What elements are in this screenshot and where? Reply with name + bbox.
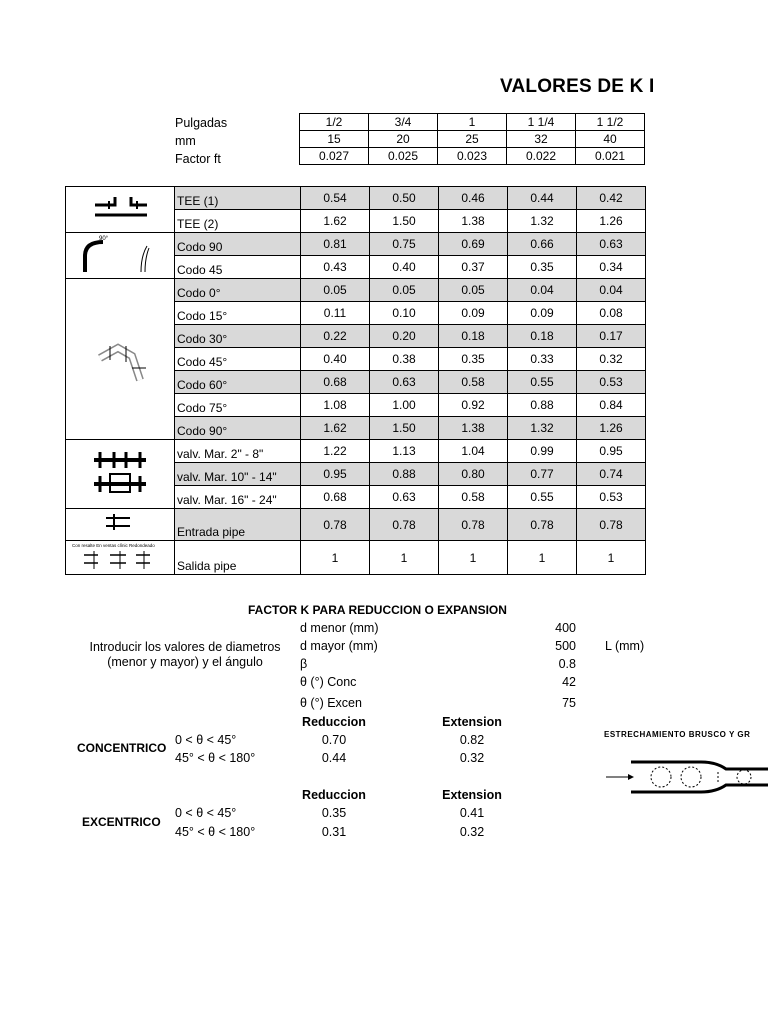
- k-value-cell: 0.34: [577, 256, 646, 279]
- k-value-cell: 1.13: [370, 440, 439, 463]
- k-value-cell: 1: [508, 541, 577, 575]
- k-value-cell: 0.54: [301, 187, 370, 210]
- k-value-cell: 0.75: [370, 233, 439, 256]
- param-value-input[interactable]: 42: [562, 675, 576, 689]
- k-value-cell: 0.55: [508, 371, 577, 394]
- k-value-cell: 1.38: [439, 417, 508, 440]
- param-value-input[interactable]: 500: [555, 639, 576, 653]
- k-value-cell: 1.62: [301, 417, 370, 440]
- k-value-cell: 0.68: [301, 371, 370, 394]
- row-label: TEE (2): [175, 210, 301, 233]
- row-label: Codo 15°: [175, 302, 301, 325]
- label-mm: mm: [175, 134, 196, 148]
- size-header-table: [299, 113, 645, 165]
- k-value-cell: 1.62: [301, 210, 370, 233]
- k-value-cell: 0.22: [301, 325, 370, 348]
- param-label: d menor (mm): [300, 621, 379, 635]
- col-reduccion-1: Reduccion: [302, 715, 366, 729]
- svg-text:Con resalte En ventas clínic: Con resalte En ventas clínic Redondeado: [72, 543, 155, 548]
- k-value-cell: 0.10: [370, 302, 439, 325]
- k-value-cell: 0.35: [439, 348, 508, 371]
- header-cell: 1 1/4: [507, 114, 576, 131]
- header-cell: 1/2: [300, 114, 369, 131]
- row-label: Codo 90: [175, 233, 301, 256]
- conc-red-2: 0.44: [321, 751, 347, 765]
- param-label: β: [300, 657, 308, 671]
- k-value-cell: 1.26: [577, 210, 646, 233]
- k-value-cell: 0.09: [508, 302, 577, 325]
- row-label: Salida pipe: [175, 541, 301, 575]
- page-title: VALORES DE K I: [500, 76, 655, 97]
- reduction-title: FACTOR K PARA REDUCCION O EXPANSION: [248, 603, 507, 617]
- conc-ext-1: 0.82: [459, 733, 485, 747]
- contraction-diagram-icon: [606, 752, 768, 798]
- k-value-cell: 1.22: [301, 440, 370, 463]
- k-value-cell: 0.05: [301, 279, 370, 302]
- k-value-cell: 0.44: [508, 187, 577, 210]
- excentrico-label: EXCENTRICO: [82, 815, 161, 829]
- header-row-factor-ft: [300, 148, 645, 165]
- segmented-elbow-fitting-icon: [66, 279, 175, 440]
- k-value-cell: 0.88: [370, 463, 439, 486]
- k-value-cell: 1: [370, 541, 439, 575]
- header-cell: 20: [369, 131, 438, 148]
- row-label: valv. Mar. 16" - 24": [175, 486, 301, 509]
- k-value-cell: 0.08: [577, 302, 646, 325]
- k-value-cell: 0.20: [370, 325, 439, 348]
- conc-range-1: 0 < θ < 45°: [175, 733, 237, 747]
- k-value-cell: 0.63: [577, 233, 646, 256]
- header-cell: 0.027: [300, 148, 369, 165]
- k-value-cell: 0.81: [301, 233, 370, 256]
- header-cell: 25: [438, 131, 507, 148]
- row-label: valv. Mar. 2" - 8": [175, 440, 301, 463]
- col-extension-2: Extension: [442, 788, 502, 802]
- k-value-cell: 0.78: [301, 509, 370, 541]
- table-row: [66, 187, 646, 210]
- param-value-input[interactable]: 0.8: [558, 657, 576, 671]
- table-row: [66, 440, 646, 463]
- conc-red-1: 0.70: [321, 733, 347, 747]
- k-value-cell: 0.37: [439, 256, 508, 279]
- exc-ext-1: 0.41: [459, 806, 485, 820]
- k-value-cell: 0.40: [370, 256, 439, 279]
- k-value-cell: 0.58: [439, 486, 508, 509]
- k-value-cell: 0.55: [508, 486, 577, 509]
- exit-fitting-icon: [66, 541, 175, 575]
- exc-range-1: 0 < θ < 45°: [175, 806, 237, 820]
- row-label: Codo 45: [175, 256, 301, 279]
- k-value-cell: 0.78: [439, 509, 508, 541]
- k-value-cell: 0.95: [301, 463, 370, 486]
- exc-range-2: 45° < θ < 180°: [175, 825, 256, 839]
- k-value-cell: 0.69: [439, 233, 508, 256]
- table-row: [66, 541, 646, 575]
- exc-ext-2: 0.32: [459, 825, 485, 839]
- k-value-cell: 0.80: [439, 463, 508, 486]
- k-value-cell: 0.84: [577, 394, 646, 417]
- entrance-fitting-icon: [66, 509, 175, 541]
- k-value-cell: 1.50: [370, 417, 439, 440]
- k-value-cell: 1.38: [439, 210, 508, 233]
- k-value-cell: 1.00: [370, 394, 439, 417]
- k-value-cell: 0.04: [508, 279, 577, 302]
- header-cell: 0.022: [507, 148, 576, 165]
- intro-line-1: Introducir los valores de diametros: [89, 640, 281, 654]
- k-value-cell: 0.11: [301, 302, 370, 325]
- header-cell: 15: [300, 131, 369, 148]
- k-value-cell: 0.32: [577, 348, 646, 371]
- header-cell: 0.023: [438, 148, 507, 165]
- k-value-cell: 0.66: [508, 233, 577, 256]
- k-value-cell: 1: [439, 541, 508, 575]
- k-value-cell: 0.18: [439, 325, 508, 348]
- label-pulgadas: Pulgadas: [175, 116, 228, 130]
- k-value-cell: 0.53: [577, 371, 646, 394]
- svg-text:90°: 90°: [99, 236, 109, 242]
- header-cell: 0.025: [369, 148, 438, 165]
- row-label: TEE (1): [175, 187, 301, 210]
- k-value-cell: 0.99: [508, 440, 577, 463]
- conc-ext-2: 0.32: [459, 751, 485, 765]
- param-label: θ (°) Excen: [300, 696, 362, 710]
- k-value-cell: 0.43: [301, 256, 370, 279]
- diagram-caption: ESTRECHAMIENTO BRUSCO Y GR: [604, 730, 751, 739]
- k-value-cell: 1.04: [439, 440, 508, 463]
- k-value-cell: 1.50: [370, 210, 439, 233]
- label-factor-ft: Factor ft: [175, 152, 221, 166]
- k-value-cell: 0.17: [577, 325, 646, 348]
- k-value-cell: 0.95: [577, 440, 646, 463]
- k-value-cell: 0.77: [508, 463, 577, 486]
- exc-red-1: 0.35: [321, 806, 347, 820]
- k-value-cell: 0.78: [577, 509, 646, 541]
- elbow-fitting-icon: [66, 233, 175, 279]
- header-cell: 3/4: [369, 114, 438, 131]
- k-value-cell: 0.78: [370, 509, 439, 541]
- row-label: Codo 30°: [175, 325, 301, 348]
- k-value-cell: 1.32: [508, 210, 577, 233]
- header-row-pulgadas: [300, 114, 645, 131]
- k-value-cell: 0.05: [439, 279, 508, 302]
- param-value-input[interactable]: 400: [555, 621, 576, 635]
- row-label: Codo 45°: [175, 348, 301, 371]
- conc-range-2: 45° < θ < 180°: [175, 751, 256, 765]
- k-value-cell: 1.08: [301, 394, 370, 417]
- intro-line-2: (menor y mayor) y el ángulo: [107, 655, 263, 669]
- k-value-cell: 0.46: [439, 187, 508, 210]
- row-label: valv. Mar. 10" - 14": [175, 463, 301, 486]
- k-value-cell: 0.05: [370, 279, 439, 302]
- k-value-cell: 0.33: [508, 348, 577, 371]
- k-value-cell: 0.38: [370, 348, 439, 371]
- header-cell: 40: [576, 131, 645, 148]
- k-value-cell: 1: [301, 541, 370, 575]
- k-value-cell: 0.63: [370, 486, 439, 509]
- k-value-cell: 0.88: [508, 394, 577, 417]
- k-value-cell: 0.58: [439, 371, 508, 394]
- k-value-cell: 0.04: [577, 279, 646, 302]
- k-value-cell: 0.78: [508, 509, 577, 541]
- k-value-cell: 0.35: [508, 256, 577, 279]
- l-label: L (mm): [605, 639, 645, 653]
- exc-red-2: 0.31: [321, 825, 347, 839]
- row-label: Codo 90°: [175, 417, 301, 440]
- k-value-cell: 0.74: [577, 463, 646, 486]
- header-row-mm: [300, 131, 645, 148]
- header-cell: 1 1/2: [576, 114, 645, 131]
- row-label: Entrada pipe: [175, 509, 301, 541]
- header-cell: 1: [438, 114, 507, 131]
- k-value-cell: 0.42: [577, 187, 646, 210]
- row-label: Codo 75°: [175, 394, 301, 417]
- param-label: θ (°) Conc: [300, 675, 357, 689]
- concentrico-label: CONCENTRICO: [77, 741, 167, 755]
- k-value-cell: 1: [577, 541, 646, 575]
- table-row: [66, 509, 646, 541]
- k-value-cell: 0.40: [301, 348, 370, 371]
- k-values-table: [65, 186, 646, 575]
- k-value-cell: 0.53: [577, 486, 646, 509]
- k-value-cell: 0.92: [439, 394, 508, 417]
- header-cell: 0.021: [576, 148, 645, 165]
- tee-fitting-icon: [66, 187, 175, 233]
- k-value-cell: 0.63: [370, 371, 439, 394]
- param-value-input[interactable]: 75: [562, 696, 576, 710]
- k-value-cell: 0.68: [301, 486, 370, 509]
- col-reduccion-2: Reduccion: [302, 788, 366, 802]
- header-cell: 32: [507, 131, 576, 148]
- table-row: [66, 233, 646, 256]
- k-value-cell: 0.09: [439, 302, 508, 325]
- table-row: [66, 279, 646, 302]
- k-value-cell: 1.26: [577, 417, 646, 440]
- valve-fitting-icon: [66, 440, 175, 509]
- col-extension-1: Extension: [442, 715, 502, 729]
- row-label: Codo 0°: [175, 279, 301, 302]
- k-value-cell: 1.32: [508, 417, 577, 440]
- k-value-cell: 0.18: [508, 325, 577, 348]
- param-label: d mayor (mm): [300, 639, 378, 653]
- k-value-cell: 0.50: [370, 187, 439, 210]
- row-label: Codo 60°: [175, 371, 301, 394]
